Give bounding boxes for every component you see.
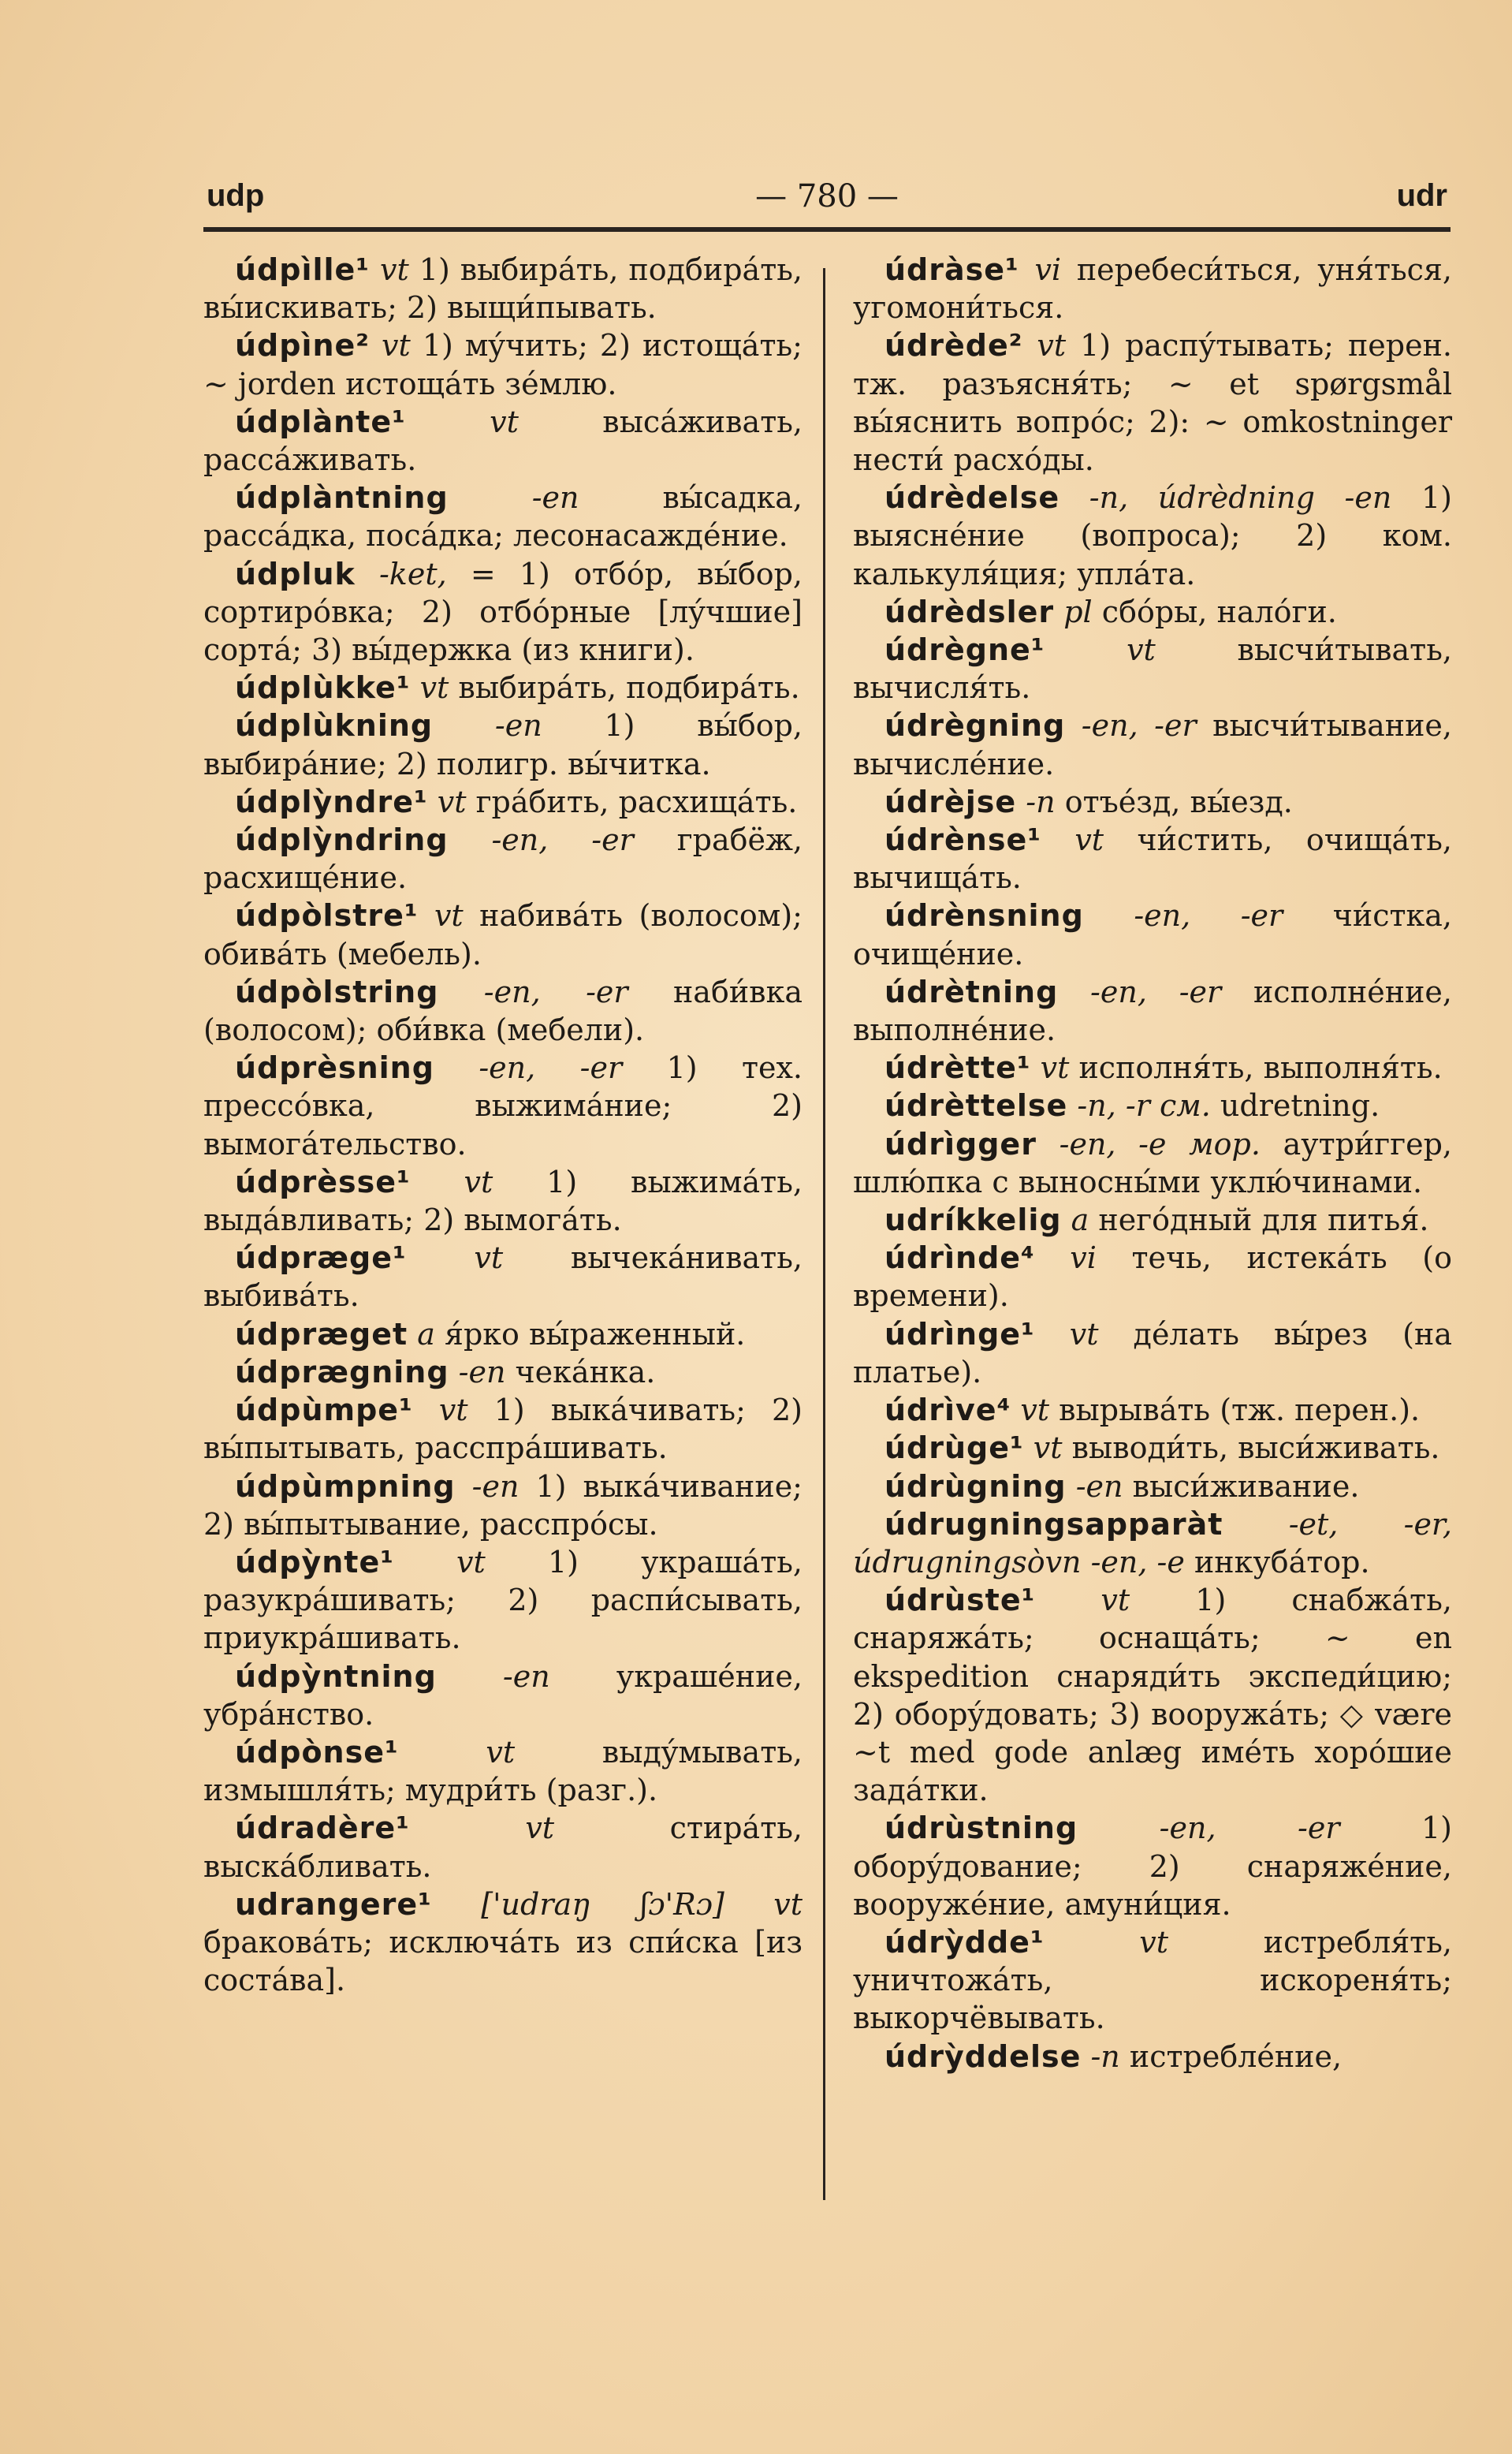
dictionary-entry bbox=[853, 1049, 1452, 1087]
grammar-note: -en, -e мор. bbox=[1059, 1126, 1261, 1162]
left-column bbox=[203, 251, 803, 1999]
headword: údprægе¹ bbox=[235, 1240, 407, 1276]
grammar-note: vt bbox=[1020, 1393, 1050, 1428]
grammar-note: vt bbox=[1127, 632, 1156, 668]
grammar-note: -en, -er bbox=[483, 974, 628, 1009]
headword: údradère¹ bbox=[235, 1811, 410, 1846]
headword: údrède² bbox=[884, 328, 1023, 364]
grammar-note: -en, -er bbox=[1134, 898, 1283, 934]
translation: чи́стка, очищéние. bbox=[853, 898, 1452, 972]
dictionary-entry bbox=[853, 631, 1452, 707]
grammar-note: -en bbox=[502, 1658, 550, 1694]
headword: údrìnge¹ bbox=[884, 1316, 1035, 1352]
translation: 1) тех. прессóвка, выжимáние; 2) вымогáтельство. bbox=[203, 1050, 803, 1162]
headword: údrèdelse bbox=[884, 480, 1060, 516]
translation: украшéние, убрáнство. bbox=[203, 1658, 803, 1732]
dictionary-entry bbox=[203, 783, 803, 821]
grammar-note: -n bbox=[1026, 784, 1056, 819]
headword: údplàntning bbox=[235, 480, 449, 516]
dictionary-entry bbox=[853, 1125, 1452, 1201]
dictionary-entry bbox=[853, 1315, 1452, 1391]
grammar-note: ['udraŋ ʃɔ'Rɔ] vt bbox=[481, 1886, 803, 1922]
grammar-note: vt bbox=[486, 1734, 516, 1770]
headword: údrìve⁴ bbox=[884, 1393, 1011, 1428]
headword: údpìne² bbox=[235, 328, 370, 364]
headword: údplùkning bbox=[235, 708, 434, 744]
grammar-note: vt bbox=[1139, 1924, 1169, 1960]
translation: выдýмывать, измышля́ть; мудри́ть (разг.). bbox=[203, 1734, 803, 1808]
translation: стирáть, выскáбливать. bbox=[203, 1811, 803, 1884]
translation: udretning. bbox=[1220, 1088, 1380, 1124]
translation: 1) мýчить; 2) истощáть; ~ jorden истощáть зéмлю. bbox=[203, 328, 803, 401]
translation: 1) украшáть, разукрáшивать; 2) распи́сывать, приукрáшивать. bbox=[203, 1544, 803, 1656]
headword: údpònse¹ bbox=[235, 1734, 399, 1770]
headword: údrìgger bbox=[884, 1126, 1037, 1162]
dictionary-entry bbox=[203, 479, 803, 554]
column-divider bbox=[823, 268, 825, 2200]
grammar-note: vt bbox=[438, 1393, 468, 1428]
headword: údrìnde⁴ bbox=[884, 1240, 1035, 1276]
dictionary-entry bbox=[853, 1505, 1452, 1581]
grammar-note: -en bbox=[458, 1354, 506, 1389]
dictionary-entry bbox=[203, 1885, 803, 2000]
dictionary-entry bbox=[853, 1809, 1452, 1923]
grammar-note: vt bbox=[437, 784, 467, 819]
translation: грабёж, расхищéние. bbox=[203, 822, 803, 896]
dictionary-entry bbox=[203, 1733, 803, 1809]
guide-word-right: udr bbox=[1396, 178, 1447, 213]
translation: перебеси́ться, уня́ться, угомони́ться. bbox=[853, 252, 1452, 326]
dictionary-entry bbox=[853, 2038, 1452, 2075]
headword: udrangere¹ bbox=[235, 1886, 432, 1922]
dictionary-entry bbox=[203, 555, 803, 669]
grammar-note: -en bbox=[494, 708, 542, 744]
headword: údpùmpning bbox=[235, 1468, 456, 1504]
translation: инкубáтор. bbox=[1194, 1544, 1370, 1579]
translation: 1) выкáчивать; 2) вы́пытывать, расспрáшивать. bbox=[203, 1393, 803, 1466]
dictionary-entry bbox=[853, 251, 1452, 326]
translation: сбóры, налóги. bbox=[1101, 594, 1337, 629]
headword: údrùgning bbox=[884, 1468, 1067, 1504]
dictionary-entry bbox=[853, 1923, 1452, 2038]
grammar-note: vi bbox=[1070, 1240, 1097, 1276]
translation: исполня́ть, выполня́ть. bbox=[1078, 1050, 1443, 1086]
translation: 1) отбóр, вы́бор, сортирóвка; 2) отбóрные [лýчшие] сортá; 3) вы́держка (из книги). bbox=[203, 556, 803, 668]
dictionary-entry bbox=[203, 897, 803, 972]
dictionary-entry bbox=[203, 1049, 803, 1163]
page-header bbox=[203, 172, 1451, 232]
translation: дéлать вы́рез (на платье). bbox=[853, 1316, 1452, 1389]
grammar-note: -en, -er bbox=[1081, 708, 1197, 744]
translation: 1) выжимáть, выдáвливать; 2) вымогáть. bbox=[203, 1164, 803, 1238]
grammar-note: -ket, = bbox=[378, 556, 496, 591]
grammar-note: vt bbox=[1040, 1050, 1070, 1086]
translation: я́рко вы́раженный. bbox=[445, 1316, 746, 1352]
grammar-note: vt bbox=[1074, 822, 1104, 858]
dictionary-entry bbox=[853, 326, 1452, 479]
dictionary-entry bbox=[853, 479, 1452, 593]
dictionary-entry bbox=[203, 1391, 803, 1467]
translation: чекáнка. bbox=[515, 1354, 656, 1389]
translation: 1) выяснéние (вопроса); 2) ком. калькуля́ция; уплáта. bbox=[853, 480, 1452, 591]
grammar-note: vt bbox=[464, 1164, 493, 1199]
headword: údrugningsapparàt bbox=[884, 1506, 1223, 1542]
headword: údrèttelse bbox=[884, 1088, 1068, 1124]
translation: вы́садка, рассáдка, посáдка; лесонасаждéние. bbox=[203, 480, 803, 554]
headword: údrùste¹ bbox=[884, 1583, 1036, 1618]
dictionary-entry bbox=[853, 783, 1452, 821]
translation: 1) распýтывать; перен. тж. разъясня́ть; ~ et spørgsmål вы́яснить вопрóс; 2): ~ omkostninger нести́ расхóды. bbox=[853, 328, 1452, 478]
translation: исполнéние, выполнéние. bbox=[853, 974, 1452, 1048]
translation: высчи́тывать, вычисля́ть. bbox=[853, 632, 1452, 706]
headword: údrènsning bbox=[884, 898, 1084, 934]
translation: 1) оборýдование; 2) снаряжéние, вооружéние, амуни́ция. bbox=[853, 1811, 1452, 1922]
headword: údrètte¹ bbox=[884, 1050, 1031, 1086]
headword: údrỳddelse bbox=[884, 2038, 1082, 2074]
dictionary-entry bbox=[853, 593, 1452, 631]
grammar-note: vt bbox=[419, 670, 449, 706]
grammar-note: vt bbox=[434, 898, 464, 934]
grammar-note: -en bbox=[1075, 1468, 1123, 1504]
dictionary-entry bbox=[203, 1315, 803, 1353]
headword: údplùkke¹ bbox=[235, 670, 411, 706]
dictionary-entry bbox=[853, 1087, 1452, 1124]
headword: údrỳdde¹ bbox=[884, 1924, 1045, 1960]
headword: údpỳntning bbox=[235, 1658, 437, 1694]
headword: údrèjse bbox=[884, 784, 1017, 819]
headword: údprèsse¹ bbox=[235, 1164, 411, 1199]
dictionary-entry bbox=[853, 973, 1452, 1049]
translation: браковáть; исключáть из спи́ска [из состáва]. bbox=[203, 1924, 803, 1998]
dictionary-entry bbox=[203, 1809, 803, 1885]
headword: údpìlle¹ bbox=[235, 252, 370, 287]
grammar-note: a bbox=[417, 1316, 435, 1352]
dictionary-entry bbox=[203, 1353, 803, 1391]
grammar-note: pl bbox=[1063, 594, 1093, 629]
grammar-note: vt bbox=[1069, 1316, 1099, 1352]
translation: 1) выбирáть, подбирáть, вы́искивать; 2) выщи́пывать. bbox=[203, 252, 803, 326]
right-column bbox=[853, 251, 1452, 2075]
dictionary-entry bbox=[203, 1543, 803, 1658]
grammar-note: -et, -er, údrugningsòvn -en, -e bbox=[853, 1506, 1452, 1579]
dictionary-entry bbox=[853, 1201, 1452, 1239]
grammar-note: vt bbox=[1037, 328, 1067, 364]
dictionary-entry bbox=[853, 1391, 1452, 1429]
translation: истреблéние, bbox=[1129, 2038, 1343, 2074]
dictionary-entry bbox=[853, 1429, 1452, 1467]
headword: údplànte¹ bbox=[235, 404, 406, 439]
dictionary-entry bbox=[203, 1163, 803, 1239]
dictionary-entry bbox=[853, 1468, 1452, 1505]
page-number: — 780 — bbox=[755, 178, 899, 214]
headword: údplỳndring bbox=[235, 822, 449, 858]
grammar-note: -en, -er bbox=[479, 1050, 623, 1086]
translation: негóдный для питья́. bbox=[1098, 1203, 1429, 1238]
dictionary-entry bbox=[203, 821, 803, 897]
headword: údrègning bbox=[884, 708, 1066, 744]
headword: údprèsning bbox=[235, 1050, 434, 1086]
translation: грáбить, расхищáть. bbox=[475, 784, 798, 819]
translation: высáживать, рассáживать. bbox=[203, 404, 803, 478]
headword: údpỳnte¹ bbox=[235, 1544, 394, 1579]
translation: вычекáнивать, выбивáть. bbox=[203, 1240, 803, 1314]
grammar-note: -en, -er bbox=[491, 822, 634, 858]
grammar-note: -en bbox=[531, 480, 579, 516]
translation: отъéзд, вы́езд. bbox=[1064, 784, 1293, 819]
translation: 1) вы́бор, выбирáние; 2) полигр. вы́читка. bbox=[203, 708, 803, 781]
translation: выси́живание. bbox=[1132, 1468, 1360, 1504]
translation: наби́вка (волосом); оби́вка (мебели). bbox=[203, 974, 803, 1048]
dictionary-entry bbox=[203, 251, 803, 326]
headword: údrùge¹ bbox=[884, 1430, 1024, 1466]
translation: аутри́ггер, шлю́пка с вынoсны́ми уклю́чинами. bbox=[853, 1126, 1452, 1199]
translation: течь, истекáть (о времени). bbox=[853, 1240, 1452, 1314]
dictionary-entry bbox=[203, 669, 803, 707]
grammar-note: vt bbox=[382, 328, 411, 364]
translation: вырывáть (тж. перен.). bbox=[1059, 1393, 1421, 1428]
dictionary-entry bbox=[203, 1239, 803, 1315]
grammar-note: -n, údrèdning -en bbox=[1089, 480, 1392, 516]
translation: выбирáть, подбирáть. bbox=[458, 670, 800, 706]
headword: údrètning bbox=[884, 974, 1059, 1009]
grammar-note: a bbox=[1071, 1203, 1089, 1238]
grammar-note: vt bbox=[474, 1240, 504, 1276]
dictionary-entry bbox=[853, 1239, 1452, 1315]
grammar-note: vt bbox=[490, 404, 519, 439]
dictionary-entry bbox=[853, 707, 1452, 782]
headword: údpræget bbox=[235, 1316, 408, 1352]
translation: набивáть (волосом); обивáть (мебель). bbox=[203, 898, 803, 972]
grammar-note: -en, -er bbox=[1159, 1811, 1340, 1846]
headword: údplỳndre¹ bbox=[235, 784, 428, 819]
dictionary-entry bbox=[203, 973, 803, 1049]
translation: высчи́тывание, вычислéние. bbox=[853, 708, 1452, 781]
dictionary-entry bbox=[203, 1468, 803, 1543]
dictionary-entry bbox=[203, 326, 803, 402]
grammar-note: -n bbox=[1090, 2038, 1120, 2074]
grammar-note: -en, -er bbox=[1090, 974, 1222, 1009]
translation: 1) выкáчивание; 2) вы́пытывание, расспрóсы. bbox=[203, 1468, 803, 1542]
headword: údpùmpe¹ bbox=[235, 1393, 413, 1428]
translation: чи́стить, очищáть, вычищáть. bbox=[853, 822, 1452, 896]
translation: выводи́ть, выси́живать. bbox=[1071, 1430, 1440, 1466]
grammar-note: vi bbox=[1034, 252, 1062, 287]
dictionary-entry bbox=[203, 707, 803, 782]
headword: údràse¹ bbox=[884, 252, 1019, 287]
translation: 1) снабжáть, снаряжáть; оснащáть; ~ en ekspedition снаряди́ть экспеди́цию; 2) оборýдовать; 3) вооружáть; ◇ være ~t med gode anlæg имéть хорóшие задáтки. bbox=[853, 1583, 1452, 1808]
headword: údrèdsler bbox=[884, 594, 1055, 629]
headword: udríkkelig bbox=[884, 1203, 1062, 1238]
grammar-note: -en bbox=[471, 1468, 520, 1504]
dictionary-entry bbox=[853, 1581, 1452, 1809]
headword: údrègne¹ bbox=[884, 632, 1045, 668]
grammar-note: vt bbox=[1100, 1583, 1130, 1618]
dictionary-entry bbox=[203, 1658, 803, 1733]
dictionary-entry bbox=[203, 403, 803, 479]
grammar-note: vt bbox=[525, 1811, 555, 1846]
grammar-note: -n, -r см. bbox=[1077, 1088, 1211, 1124]
headword: údrùstning bbox=[884, 1811, 1078, 1846]
guide-word-left: udp bbox=[207, 178, 265, 213]
headword: údprægning bbox=[235, 1354, 449, 1389]
translation: истребля́ть, уничтожáть, искореня́ть; выкорчёвывать. bbox=[853, 1924, 1452, 2036]
headword: údrènse¹ bbox=[884, 822, 1041, 858]
headword: údpòlstring bbox=[235, 974, 439, 1009]
dictionary-entry bbox=[853, 821, 1452, 897]
dictionary-entry bbox=[853, 897, 1452, 972]
headword: údpluk bbox=[235, 556, 356, 591]
grammar-note: vt bbox=[1033, 1430, 1063, 1466]
grammar-note: vt bbox=[379, 252, 409, 287]
grammar-note: vt bbox=[456, 1544, 486, 1579]
headword: údpòlstre¹ bbox=[235, 898, 419, 934]
